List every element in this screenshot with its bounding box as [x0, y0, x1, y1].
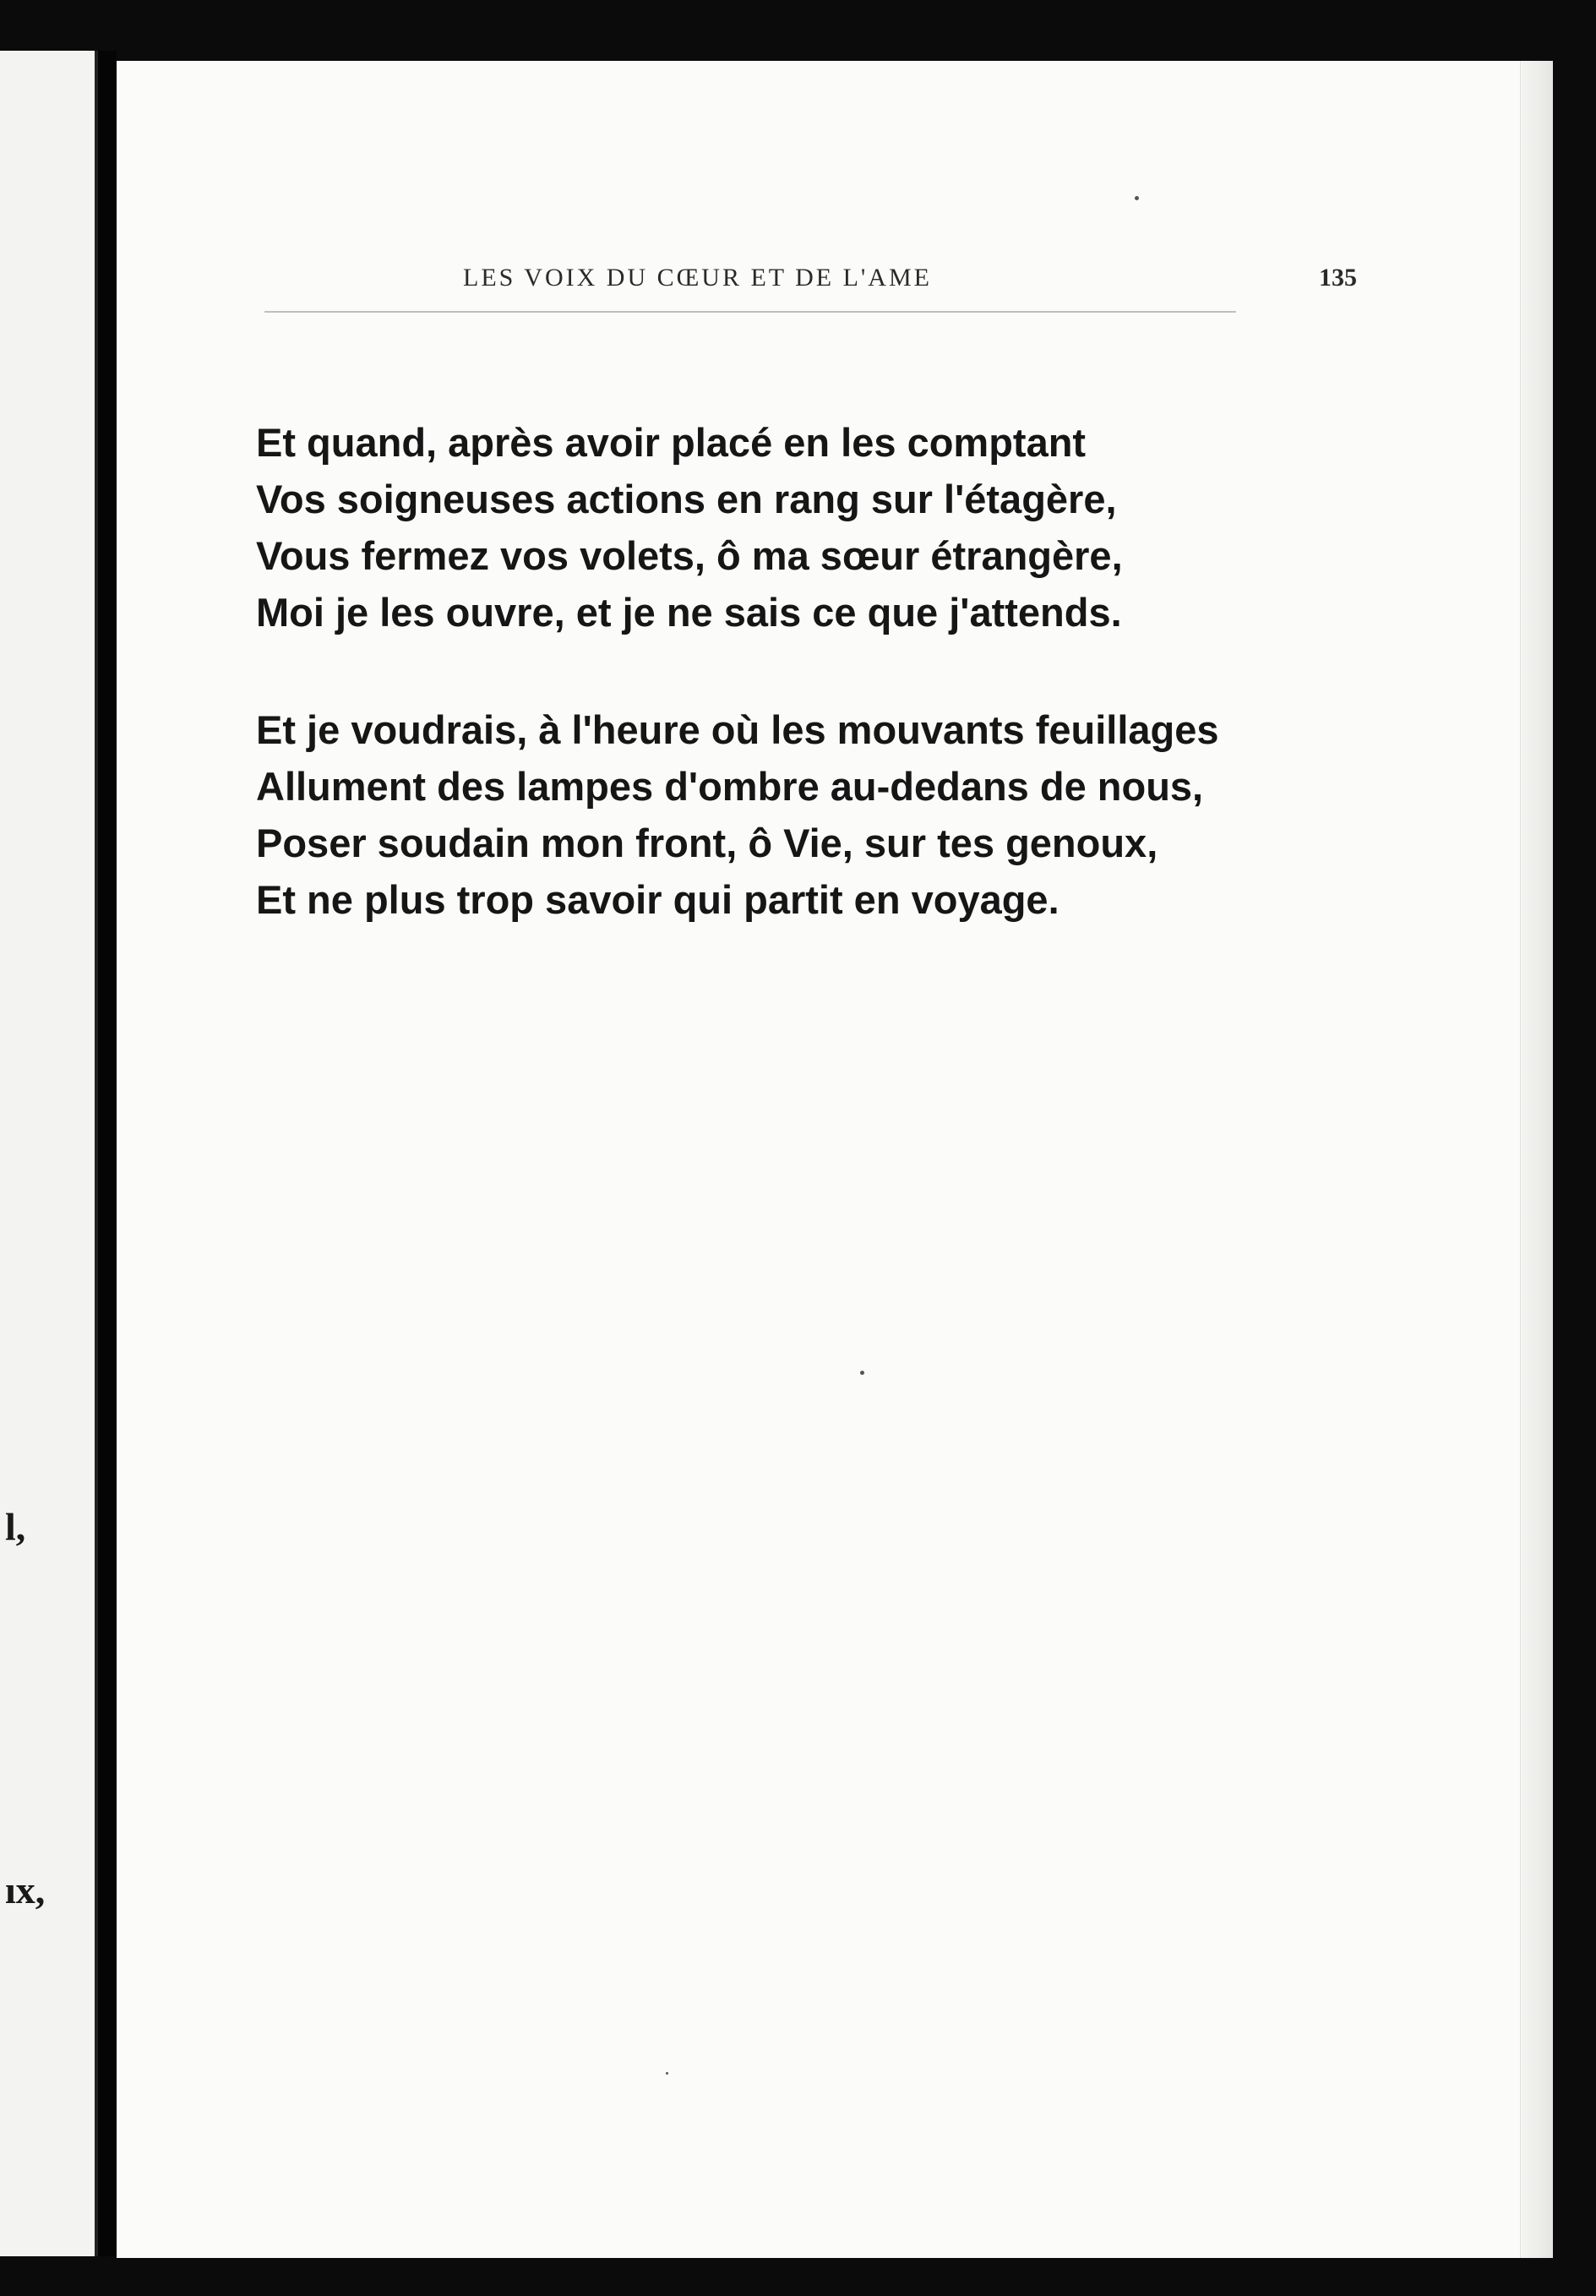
page-number: 135	[1319, 264, 1357, 292]
book-page	[117, 61, 1553, 2258]
previous-page-fragment: l,	[5, 1505, 26, 1548]
verse-line: Et je voudrais, à l'heure où les mouvants feuillages	[256, 707, 1219, 752]
verse-line: Poser soudain mon front, ô Vie, sur tes genoux,	[256, 821, 1158, 865]
page-edge-shadow	[1520, 61, 1553, 2258]
verse-line: Et ne plus trop savoir qui partit en voyage.	[256, 877, 1059, 922]
previous-page-fragment: ıx,	[5, 1868, 46, 1912]
paper-speck	[860, 1371, 864, 1375]
verse-line: Et quand, après avoir placé en les comptant	[256, 420, 1087, 465]
running-head	[463, 264, 1357, 314]
header-rule	[264, 311, 1236, 313]
verse-line: Moi je les ouvre, et je ne sais ce que j'attends.	[256, 590, 1122, 635]
paper-speck	[666, 2072, 668, 2075]
stanza	[256, 414, 1439, 641]
poem-body	[256, 414, 1439, 989]
running-title: LES VOIX DU CŒUR ET DE L'AME	[463, 264, 932, 292]
previous-page-edge	[0, 51, 98, 2256]
verse-line: Allument des lampes d'ombre au-dedans de nous,	[256, 764, 1204, 809]
paper-speck	[1135, 196, 1139, 200]
stanza	[256, 701, 1439, 928]
verse-line: Vos soigneuses actions en rang sur l'étagère,	[256, 477, 1117, 521]
verse-line: Vous fermez vos volets, ô ma sœur étrangère,	[256, 533, 1123, 578]
book-gutter	[98, 51, 117, 2256]
